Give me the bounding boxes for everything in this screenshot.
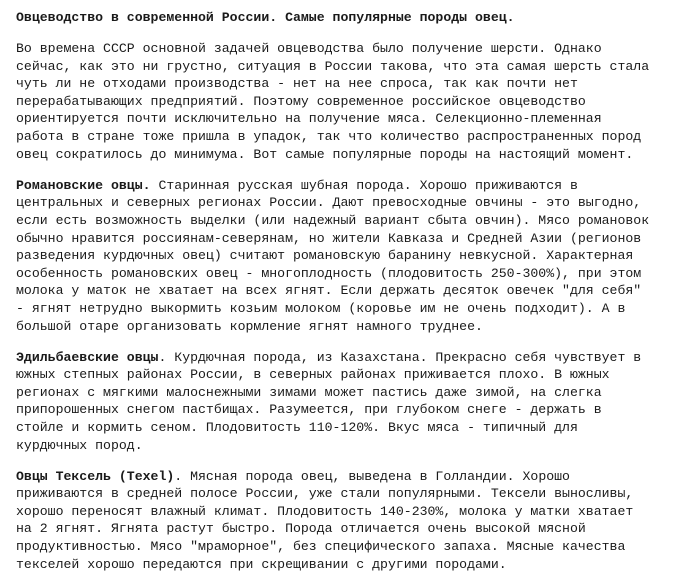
text-line [16,468,692,486]
breed-name: Овцы Тексель (Texel) [16,468,175,484]
text-line: курдючных пород. [16,437,143,453]
breed-text: Старинная русская шубная порода. Хорошо приживаются в [150,177,578,193]
breed-paragraph-edilbaev [16,349,692,455]
text-line: овец сократилось до минимума. Вот самые популярные породы на настоящий момент. [16,146,634,162]
text-line: хорошо переносят влажный климат. Плодовитость 140-230%, молока у матки хватает [16,503,634,519]
text-line: чуть ли не отходами производства - нет на нее спроса, так как почти нет [16,76,578,92]
text-line: обычно нравится россиянам-северянам, но жители Кавказа и Средней Азии (регионов [16,230,642,246]
text-line: работа в стране тоже пришла в упадок, так что количество распространенных пород [16,129,642,145]
article-title: Овцеводство в современной России. Самые популярные породы овец. [16,10,515,25]
article [16,9,692,587]
text-line: приживаются в средней полосе России, уже стали популярными. Тексели выносливы, [16,486,634,502]
text-line: ориентируется почти исключительно на получение мяса. Селекционно-племенная [16,111,602,127]
text-line: сейчас, как это ни грустно, ситуация в России такова, что эта самая шерсть стала [16,58,650,74]
breed-paragraph-romanov [16,177,692,335]
text-line: припорошенных снегом пастбищах. Разумеется, при глубоком снеге - держать в [16,402,602,418]
text-line: на 2 ягнят. Ягнята растут быстро. Порода отличается очень высокой мясной [16,521,586,537]
text-line: стойле и кормить сеном. Плодовитость 110-120%. Вкус мяса - типичный для [16,419,578,435]
breed-name: Романовские овцы. [16,177,151,193]
breed-text: . Курдючная порода, из Казахстана. Прекрасно себя чувствует в [158,349,642,365]
breed-name: Эдильбаевские овцы [16,349,159,365]
text-line: молока у маток не хватает на всех ягнят. Если держать десяток овечек "для себя" [16,283,642,299]
text-line: Во времена СССР основной задачей овцеводства было получение шерсти. Однако [16,41,602,57]
text-line: центральных и северных регионах России. Дают превосходные овчины - это выгодно, [16,195,642,211]
text-line: особенность романовских овец - многоплодность (плодовитость 250-300%), при этом [16,265,642,281]
text-line: большой отаре организовать кормление ягнят намного труднее. [16,318,483,334]
text-line: продуктивностью. Мясо "мраморное", без специфического запаха. Мясные качества [16,539,626,555]
text-line: южных степных районах России, в северных районах приживается плохо. В южных [16,367,610,383]
text-line: текселей хорошо передаются при скрещивании с другими породами. [16,556,507,572]
breed-paragraph-texel [16,468,692,574]
text-line: разведения курдючных овец) считают романовскую баранину невкусной. Характерная [16,248,634,264]
intro-paragraph [16,40,692,163]
text-line [16,349,692,367]
text-line: - ягнят нетрудно выкормить козьим молоком (коровье им не очень подходит). А в [16,300,626,316]
text-line: перерабатывающих предприятий. Поэтому современное российское овцеводство [16,93,586,109]
text-line: если есть возможность выделки (или надежный вариант сбыта овчин). Мясо романовок [16,212,650,228]
breed-text: . Мясная порода овец, выведена в Голландии. Хорошо [174,468,570,484]
text-line: регионах с мягкими малоснежными зимами может пастись даже зимой, на слегка [16,384,602,400]
text-line [16,177,692,195]
